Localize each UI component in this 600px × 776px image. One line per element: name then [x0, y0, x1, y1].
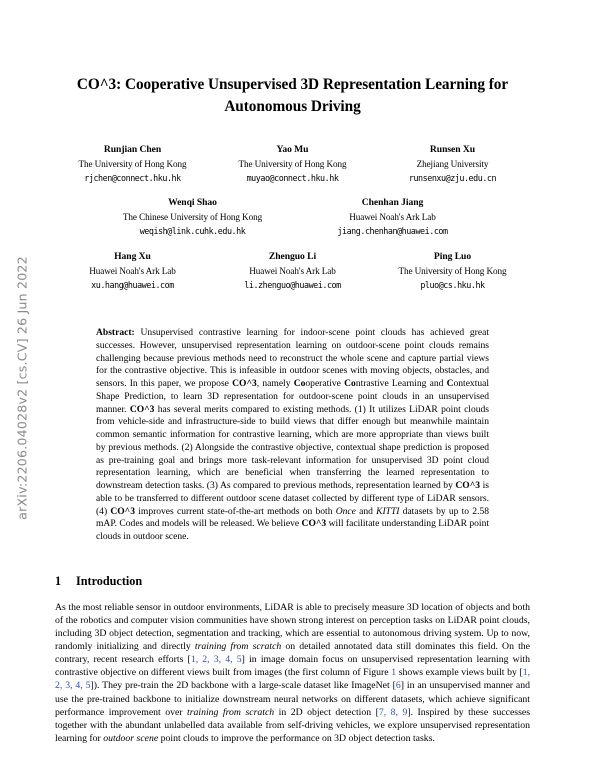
author-entry — [53, 144, 213, 184]
section-heading-introduction — [52, 574, 533, 589]
abstract-section — [96, 327, 489, 543]
author-email: rjchen@connect.hku.hk — [84, 173, 181, 184]
author-affiliation: The University of Hong Kong — [78, 158, 187, 169]
author-email: weqish@link.cuhk.edu.hk — [139, 226, 246, 237]
author-entry — [53, 251, 213, 291]
section-number: 1 — [55, 573, 62, 588]
introduction-paragraph: As the most reliable sensor in outdoor environments, LiDAR is able to precisely measure 3D location of objects and both of the robotics and computer vision communities have shown strong interest on perception tasks on LiDAR point clouds, including 3D object detection, segmentation and tracking, which are essential to autonomous driving system. Up to now, randomly initializing and directly training from scratch on detailed annotated data still dominates this field. On the contrary, recent research efforts [1, 2, 3, 4, 5] in image domain focus on unsupervised representation learning with contrastive objective on different views built from images (the first column of Figure 1 shows example views built by [1, 2, 3, 4, 5]). They pre-train the 2D backbone with a large-scale dataset like ImageNet [6] in an unsupervised manner and use the pre-trained backbone to initialize downstream neural networks on different datasets, which achieve significant performance improvement over training from scratch in 2D object detection [7, 8, 9]. Inspired by these successes together with the abundant unlabelled data available from self-driving vehicles, we explore unsupervised representation learning for outdoor scene point clouds to improve the performance on 3D object detection tasks. — [55, 601, 531, 744]
author-email: runsenxu@zju.edu.cn — [408, 173, 497, 184]
author-name: Ping Luo — [433, 251, 472, 263]
author-name: Chenhan Jiang — [361, 197, 424, 209]
author-email: xu.hang@huawei.com — [91, 280, 174, 291]
author-name: Yao Mu — [276, 144, 309, 156]
author-block — [52, 144, 533, 291]
author-entry — [293, 197, 493, 237]
section-title: Introduction — [76, 573, 143, 588]
page-title: CO^3: Cooperative Unsupervised 3D Representation Learning for Autonomous Driving — [76, 76, 509, 115]
paper-page — [52, 0, 533, 776]
author-email: pluo@cs.hku.hk — [420, 280, 485, 291]
arxiv-stamp — [0, 0, 44, 776]
author-email: muyao@connect.hku.hk — [246, 173, 339, 184]
author-row — [52, 197, 533, 237]
author-affiliation: Huawei Noah's Ark Lab — [349, 211, 436, 222]
author-entry — [373, 251, 533, 291]
author-name: Zhenguo Li — [268, 251, 317, 263]
author-name: Runsen Xu — [429, 144, 476, 156]
abstract-body: Unsupervised contrastive learning for indoor-scene point clouds has achieved great successes. However, unsupervised representation learning on outdoor-scene point clouds remains challenging because previous methods need to reconstruct the whole scene and capture partial views for the contrastive objective. This is infeasible in outdoor scenes with moving objects, obstacles, and sensors. In this paper, we propose CO^3, namely Cooperative Contrastive Learning and Contextual Shape Prediction, to learn 3D representation for outdoor-scene point clouds in an unsupervised manner. CO^3 has several merits compared to existing methods. (1) It utilizes LiDAR point clouds from vehicle-side and infrastructure-side to build views that differ enough but meanwhile maintain common semantic information for contrastive learning, which are more appropriate than views built by previous methods. (2) Alongside the contrastive objective, contextual shape prediction is proposed as pre-training goal and brings more task-relevant information for unsupervised 3D point cloud representation learning, which are beneficial when transferring the learned representation to downstream detection tasks. (3) As compared to previous methods, representation learned by CO^3 is able to be transferred to different outdoor scene dataset collected by different type of LiDAR sensors. (4) CO^3 improves current state-of-the-art methods on both Once and KITTI datasets by up to 2.58 mAP. Codes and models will be released. We believe CO^3 will facilitate understanding LiDAR point clouds in outdoor scene. — [96, 327, 490, 542]
author-affiliation: The Chinese University of Hong Kong — [122, 211, 263, 222]
author-entry — [213, 251, 373, 291]
author-entry — [373, 144, 533, 184]
author-name: Wenqi Shao — [168, 197, 217, 209]
author-name: Hang Xu — [114, 251, 151, 263]
author-affiliation: Huawei Noah's Ark Lab — [249, 265, 336, 276]
author-entry — [93, 197, 293, 237]
author-affiliation: The University of Hong Kong — [398, 265, 507, 276]
author-affiliation: Zhejiang University — [416, 158, 489, 169]
author-affiliation: The University of Hong Kong — [238, 158, 347, 169]
author-email: jiang.chenhan@huawei.com — [337, 226, 448, 237]
author-entry — [213, 144, 373, 184]
author-email: li.zhenguo@huawei.com — [244, 280, 341, 291]
author-row — [52, 144, 533, 184]
author-affiliation: Huawei Noah's Ark Lab — [89, 265, 176, 276]
arxiv-stamp-text: arXiv:2206.04028v2 [cs.CV] 26 Jun 2022 — [14, 256, 30, 520]
author-name: Runjian Chen — [103, 144, 162, 156]
abstract-label: Abstract: — [96, 327, 135, 339]
author-row — [52, 251, 533, 291]
